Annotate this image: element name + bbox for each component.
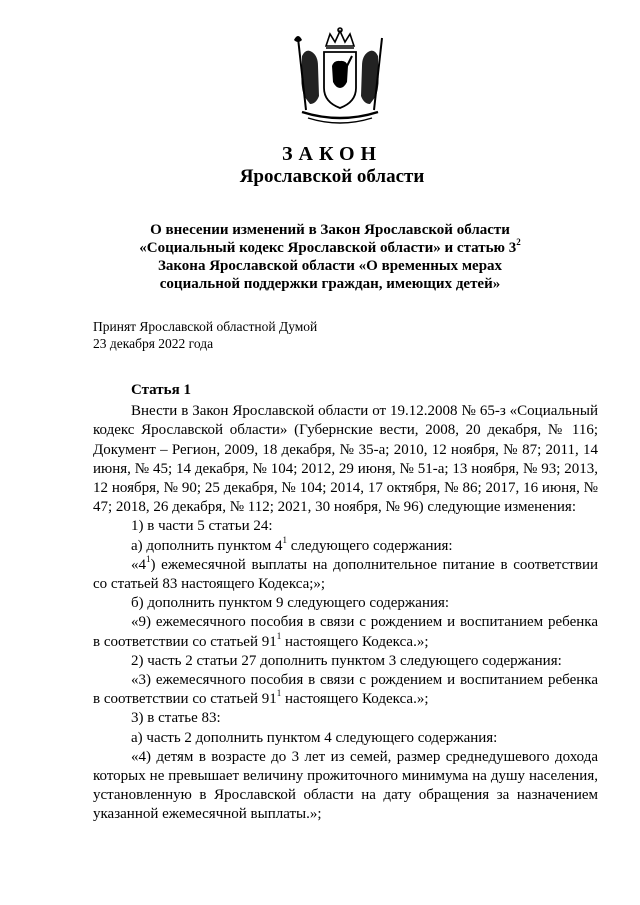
adoption-date: 23 декабря 2022 года [93,336,214,351]
title-line: социальной поддержки граждан, имеющих детей» [159,276,501,292]
title-line: «Социальный кодекс Ярославской области» и статью $3^2$ [139,237,521,256]
law-title [80,221,580,293]
title-line: Закона Ярославской области «О временных мерах [157,258,503,274]
law-heading: ЗАКОН [281,143,383,165]
adoption-note [93,318,317,352]
article-paragraph: 2) часть 2 статьи 27 дополнить пунктом 3 следующего содержания: [131,652,562,669]
article-paragraph: а) дополнить пунктом $4^1$ следующего содержания: [131,534,453,554]
article-paragraph: 1) в части 5 статьи 24: [131,518,273,535]
article-body [93,381,598,825]
adoption-line: Принят Ярославской областной Думой [93,319,318,334]
coat-of-arms-icon [288,26,392,130]
article-paragraph: «$4^1$) ежемесячной выплаты на дополнительное питание в соответствии со статьей 83 настоящего Кодекса;»; [93,553,598,593]
article-paragraph: «4) детям в возрасте до 3 лет из семей, размер среднедушевого дохода которых не превышает величину прожиточного минимума на душу населения, установленную в Ярославской области на дату обращения за назначением указанной ежемесячной выплаты.»; [93,748,598,823]
article-paragraph: а) часть 2 дополнить пунктом 4 следующего содержания: [131,729,498,746]
article-paragraph: «9) ежемесячного пособия в связи с рождением и воспитанием ребенка в соответствии со статьей $91^1$ настоящего Кодекса.»; [93,614,598,650]
article-paragraph: 3) в статье 83: [131,710,221,727]
article-paragraph: б) дополнить пунктом 9 следующего содержания: [131,595,450,612]
article-paragraph: «3) ежемесячного пособия в связи с рождением и воспитанием ребенка в соответствии со статьей $91^1$ настоящего Кодекса.»; [93,672,598,708]
article-paragraph: Внести в Закон Ярославской области от 19.12.2008 № 65-з «Социальный кодекс Ярославской области» (Губернские вести, 2008, 20 декабря, № 116; Документ – Регион, 2009, 18 декабря, № 35-а; 2010, 12 ноября, № 87; 2011, 14 июня, № 45; 14 декабря, № 104; 2012, 29 июня, № 51-а; 13 ноября, № 93; 2013, 12 ноября, № 90; 25 декабря, № 104; 2014, 17 октября, № 86; 2017, 16 июня, № 47; 2018, 26 декабря, № 112; 2021, 30 ноября, № 96) следующие изменения: [93,403,598,516]
region-heading: Ярославской области [239,166,425,187]
title-line: О внесении изменений в Закон Ярославской области [150,222,510,238]
article-heading: Статья 1 [131,382,191,398]
